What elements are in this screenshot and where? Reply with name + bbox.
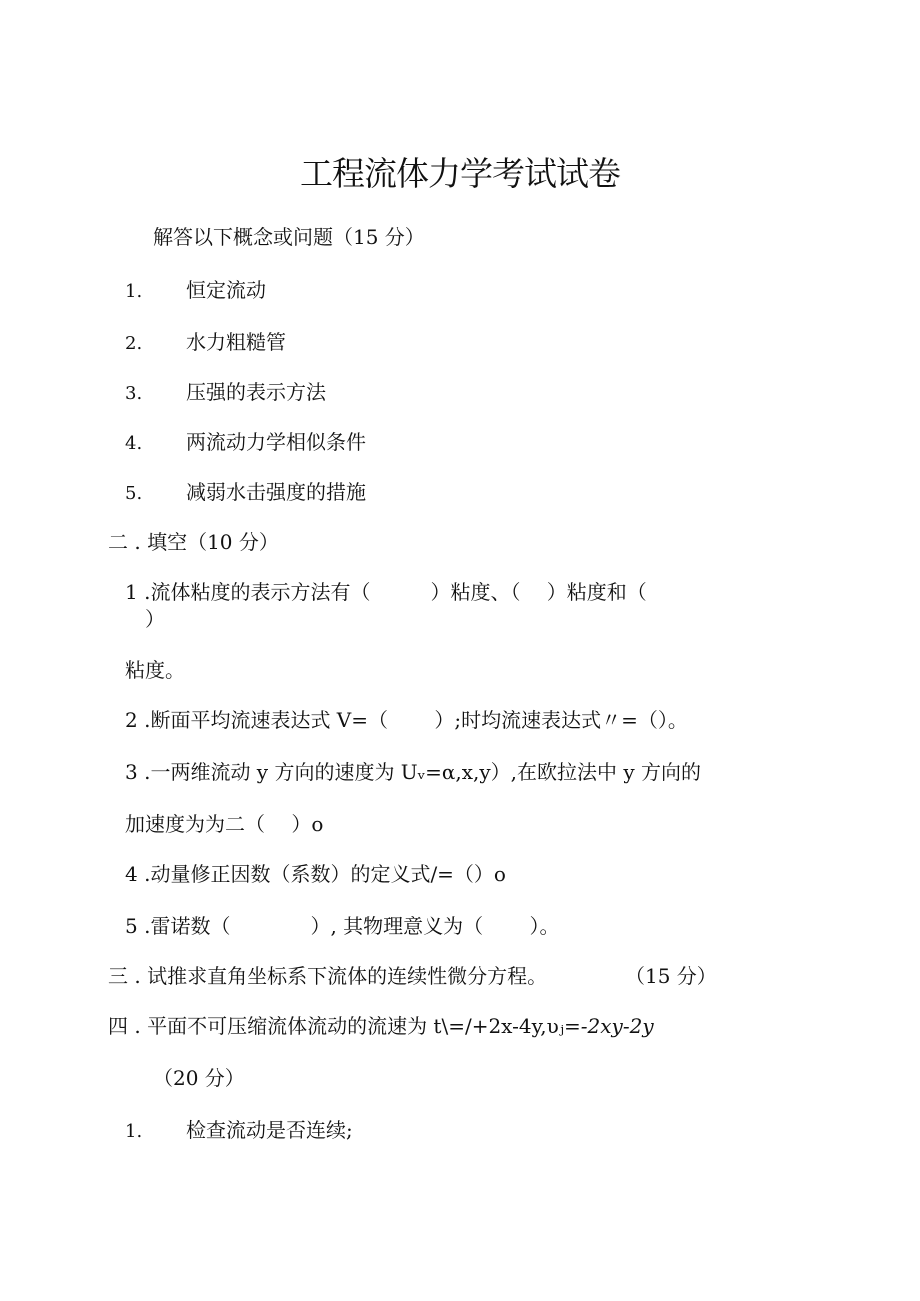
section1-item-2-text: 水力粗糙管 [186, 330, 286, 354]
section1-item-3-num: 3. [125, 383, 143, 404]
section4-item-1-text: 检查流动是否连续; [186, 1118, 353, 1142]
section4-score: （20 分） [153, 1066, 245, 1090]
section4-heading-formula: -2xy-2y [580, 1014, 654, 1038]
section1-item-3-text: 压强的表示方法 [186, 380, 326, 404]
section3-score: （15 分） [625, 964, 717, 988]
section1-item-2-num: 2. [125, 333, 143, 354]
section3-heading: 三 . 试推求直角坐标系下流体的连续性微分方程。 [108, 964, 548, 988]
section1-item-4-num: 4. [125, 433, 143, 454]
section1-item-5-text: 减弱水击强度的措施 [186, 480, 366, 504]
section1-item-1-text: 恒定流动 [186, 278, 266, 302]
section2-q1-line3: 粘度。 [125, 658, 185, 682]
section2-q1-line2: ） [145, 607, 165, 631]
section1-item-4-text: 两流动力学相似条件 [186, 430, 366, 454]
section2-q1-line1: 1 .流体粘度的表示方法有（ ）粘度、（ ）粘度和（ [125, 580, 647, 604]
section2-heading: 二 . 填空（10 分） [108, 530, 279, 554]
section2-q3-line1: 3 .一两维流动 y 方向的速度为 Uᵥ=α,x,y）,在欧拉法中 y 方向的 [125, 760, 702, 784]
section4-item-1-num: 1. [125, 1121, 143, 1142]
section2-q4: 4 .动量修正因数（系数）的定义式/=（）o [125, 862, 506, 886]
section1-item-5-num: 5. [125, 483, 143, 504]
section4-heading [108, 1014, 654, 1038]
exam-title: 工程流体力学考试试卷 [300, 154, 620, 193]
section1-heading: 解答以下概念或问题（15 分） [153, 225, 425, 249]
section4-heading-text: 四 . 平面不可压缩流体流动的流速为 t\=/+2x-4y,υⱼ= [108, 1014, 581, 1038]
section2-q3-line2: 加速度为为二（ ）o [125, 812, 324, 836]
section2-q5: 5 .雷诺数（ ）, 其物理意义为（ ）。 [125, 914, 560, 938]
section1-item-1-num: 1. [125, 281, 143, 302]
section2-q2: 2 .断面平均流速表达式 V=（ ）;时均流速表达式〃=（）。 [125, 708, 688, 732]
